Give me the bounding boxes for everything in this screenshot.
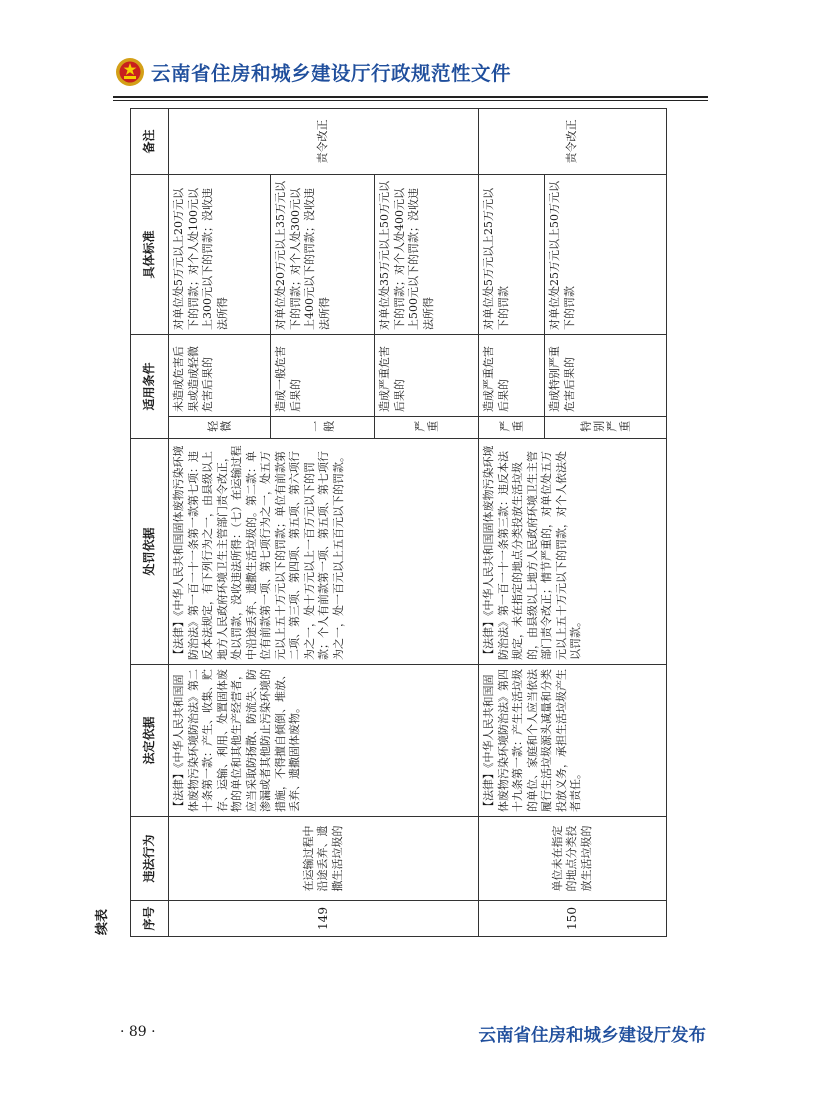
- row-remark: 责令改正: [169, 108, 479, 174]
- level-condition: 造成一般危害后果的: [271, 334, 375, 416]
- level-condition: 造成严重危害后果的: [375, 334, 479, 416]
- header-rule-thin: [113, 100, 708, 101]
- level-label: 严重: [375, 417, 479, 439]
- table-row: [479, 108, 545, 936]
- document-series-title: 云南省住房和城乡建设厅行政规范性文件: [151, 62, 512, 85]
- header-standard: 具体标准: [131, 174, 169, 334]
- level-standard: 对单位处35万元以上50万元以下的罚款；对个人处400元以上500元以下的罚款；没收违法所得: [375, 174, 479, 334]
- page-number: · 89 ·: [120, 1024, 156, 1040]
- level-label: 轻微: [169, 417, 271, 439]
- level-condition: 造成严重危害后果的: [479, 334, 545, 416]
- document-header: [115, 57, 511, 87]
- publisher-footer: 云南省住房和城乡建设厅发布: [478, 1026, 706, 1046]
- header-rule: [113, 96, 708, 98]
- level-condition: 造成特别严重危害后果的: [545, 334, 667, 416]
- national-emblem-icon: [115, 57, 145, 87]
- level-label: 特别严重: [545, 417, 667, 439]
- row-seq: 149: [169, 901, 479, 937]
- table-row: [169, 108, 271, 936]
- level-standard: 对单位处5万元以上25万元以下的罚款: [479, 174, 545, 334]
- row-seq: 150: [479, 901, 667, 937]
- header-remark: 备注: [131, 108, 169, 174]
- row-act: 单位未在指定的地点分类投放生活垃圾的: [479, 817, 667, 901]
- header-legal-basis: 法定依据: [131, 665, 169, 817]
- header-penalty-basis: 处罚依据: [131, 439, 169, 665]
- row-legal-basis: 【法律】《中华人民共和国固体废物污染环境防治法》第四十九条第一款：产生生活垃圾的单位、家庭和个人应当依法履行生活垃圾源头减量和分类投放义务，承担生活垃圾产生者责任。: [479, 665, 667, 817]
- header-seq: 序号: [131, 901, 169, 937]
- level-standard: 对单位处25万元以上50万元以下的罚款: [545, 174, 667, 334]
- penalty-table-rotated: [130, 109, 666, 937]
- continued-label: 续表: [95, 908, 110, 935]
- header-act: 违法行为: [131, 817, 169, 901]
- row-penalty-basis: 【法律】《中华人民共和国固体废物污染环境防治法》第一百一十一条第三款：违反本法规定，未在指定的地点分类投放生活垃圾的，由县级以上地方人民政府环境卫生主管部门责令改正；情节严重的，对单位处五万元以上五十万元以下的罚款，对个人依法处以罚款。: [479, 439, 667, 665]
- row-remark: 责令改正: [479, 108, 667, 174]
- level-condition: 未造成危害后果或造成轻微危害后果的: [169, 334, 271, 416]
- level-label: 严重: [479, 417, 545, 439]
- level-standard: 对单位处5万元以上20万元以下的罚款；对个人处100元以上300元以下的罚款；没收违法所得: [169, 174, 271, 334]
- penalty-table: [130, 108, 667, 937]
- table-header-row: [131, 108, 169, 936]
- row-penalty-basis: 【法律】《中华人民共和国固体废物污染环境防治法》第一百一十一条第一款第七项：违反本法规定，有下列行为之一，由县级以上地方人民政府环境卫生主管部门责令改正，处以罚款，没收违法所得：（七）在运输过程中沿途丢弃、遗撒生活垃圾的。第二款：单位有前款第一项、第七项行为之一，处五万元以上五十万元以下的罚款；单位有前款第二项、第三项、第四项、第五项、第六项行为之一，处十万元以上一百万元以下的罚款；个人有前款第一项、第五项、第七项行为之一，处一百元以上五百元以下的罚款。: [169, 439, 479, 665]
- level-standard: 对单位处20万元以上35万元以下的罚款；对个人处300元以上400元以下的罚款；没收违法所得: [271, 174, 375, 334]
- row-legal-basis: 【法律】《中华人民共和国固体废物污染环境防治法》第二十条第一款：产生、收集、贮存、运输、利用、处置固体废物的单位和其他生产经营者，应当采取防扬散、防流失、防渗漏或者其他防止污染环境的措施，不得擅自倾倒、堆放、丢弃、遗撒固体废物。: [169, 665, 479, 817]
- level-label: 一般: [271, 417, 375, 439]
- row-act: 在运输过程中沿途丢弃、遗撒生活垃圾的: [169, 817, 479, 901]
- header-condition: 适用条件: [131, 334, 169, 438]
